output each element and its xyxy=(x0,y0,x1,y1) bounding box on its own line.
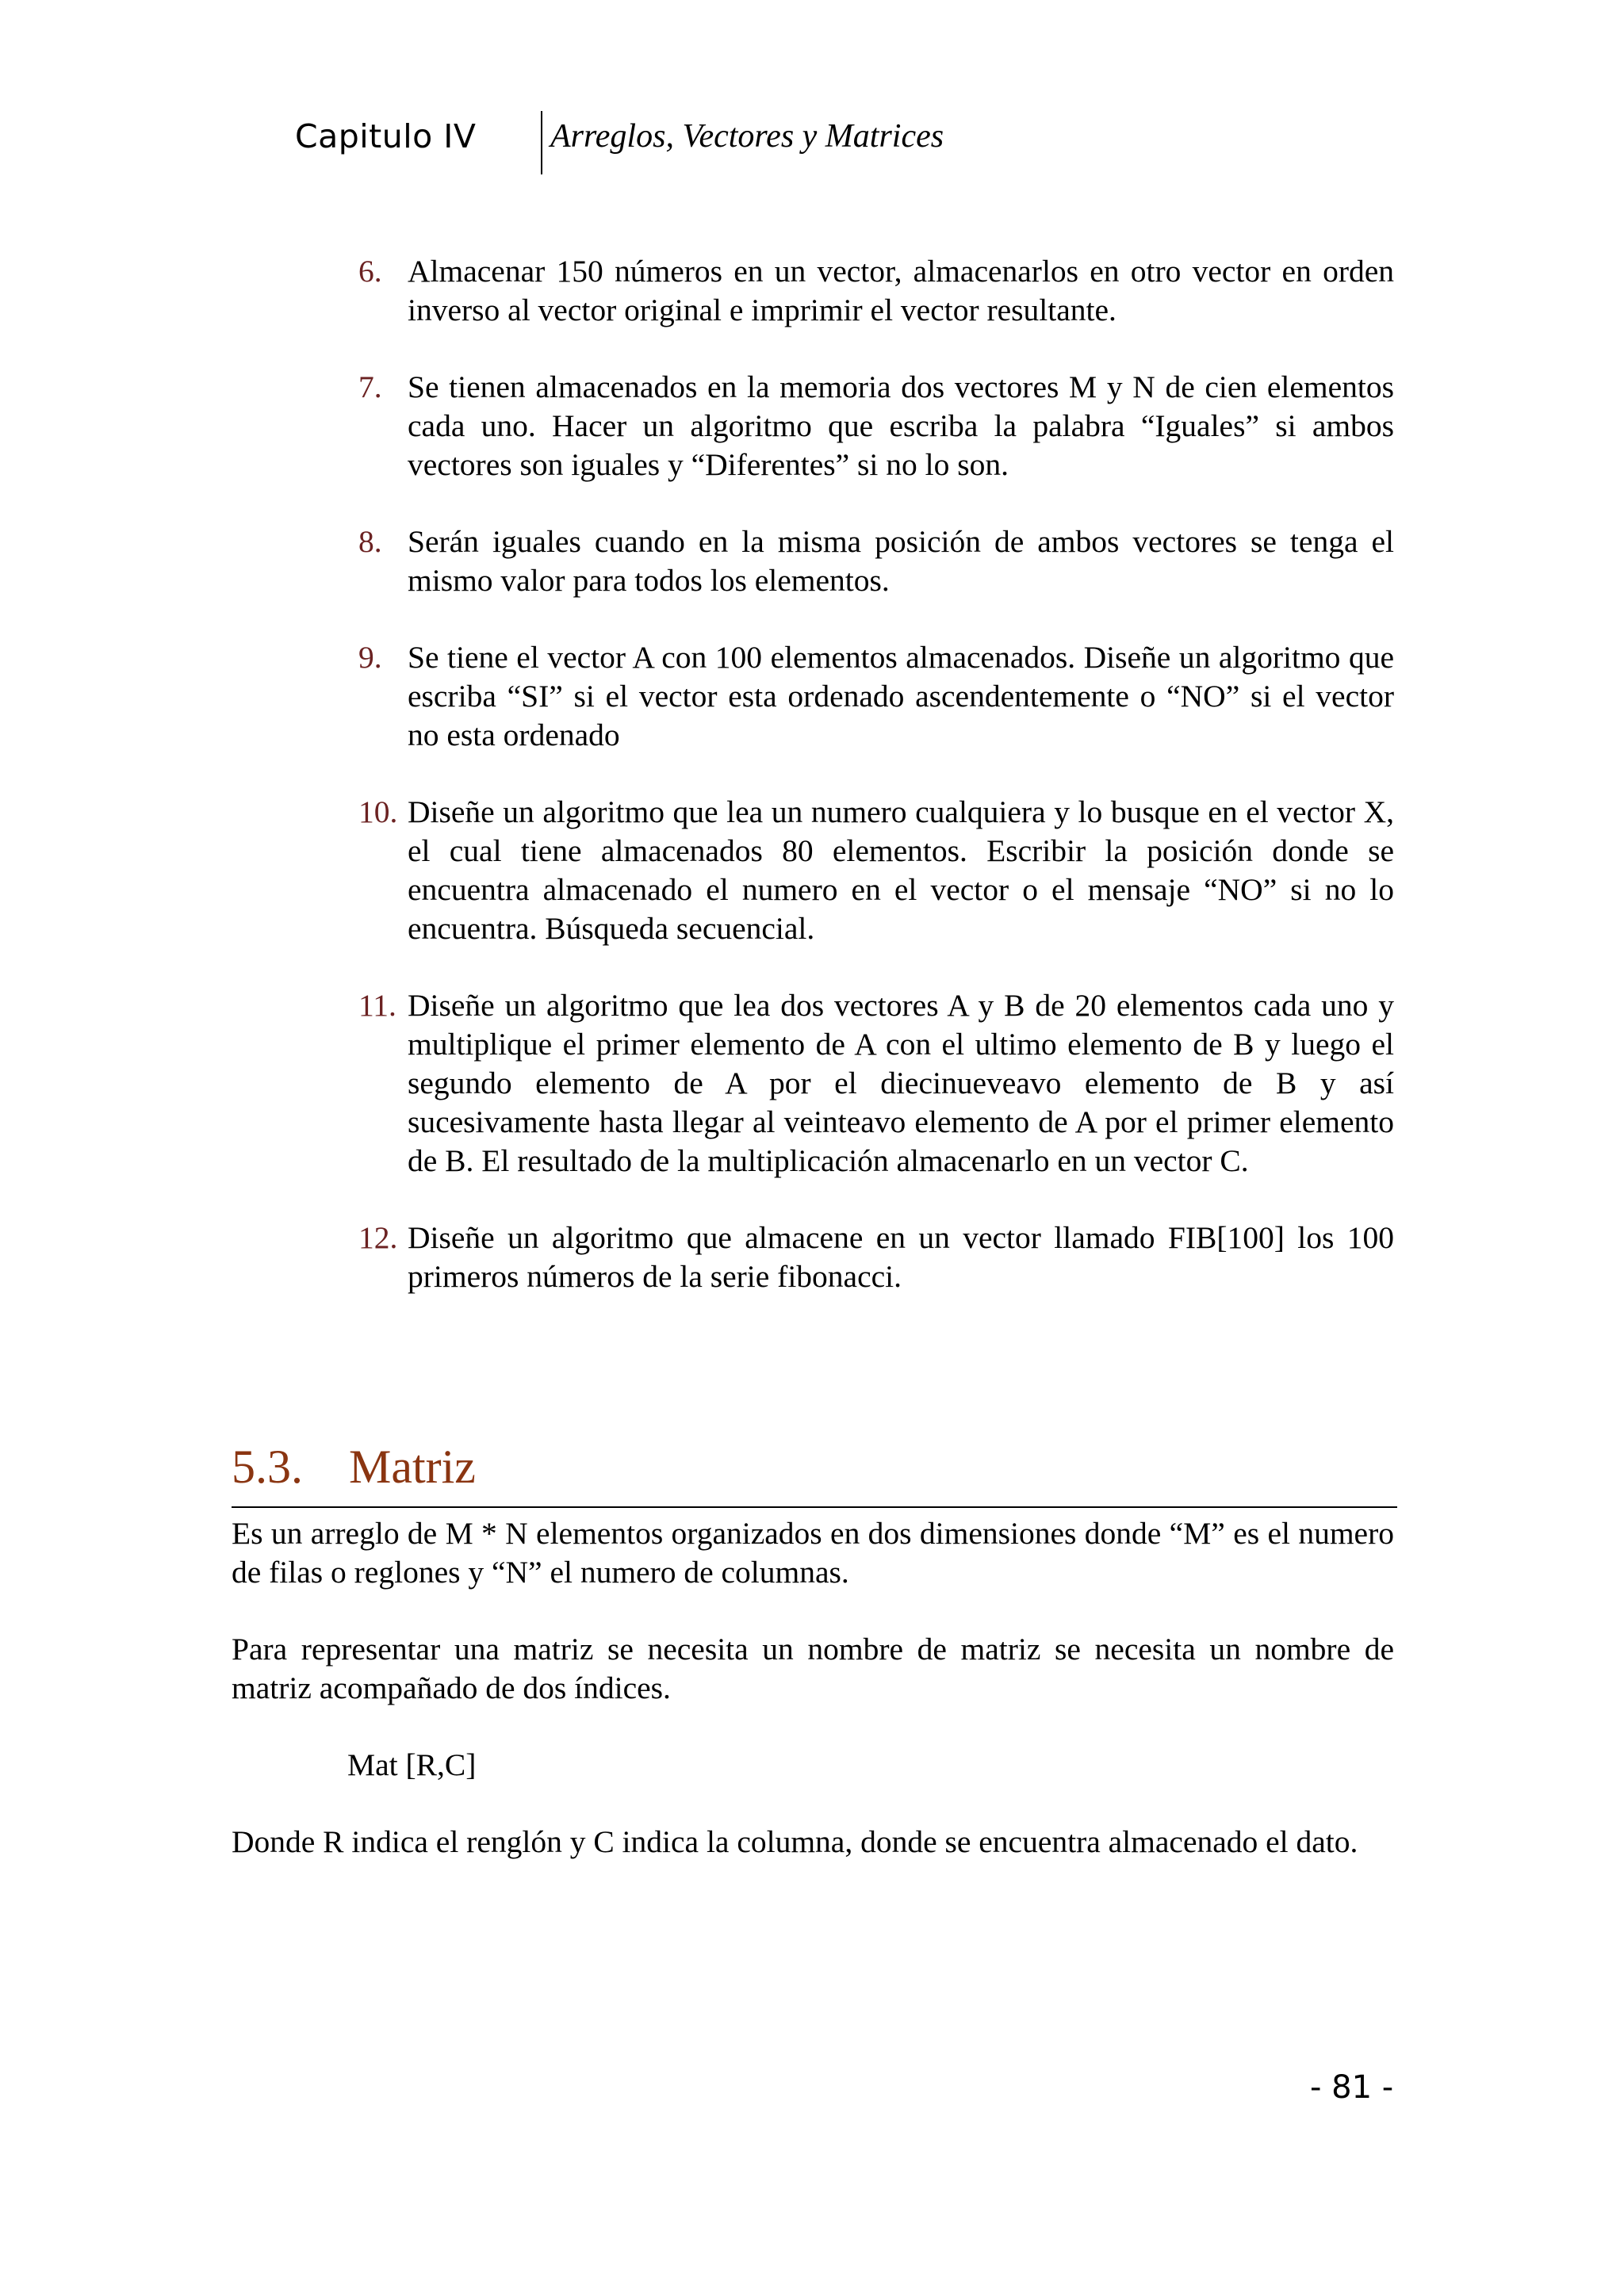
section-heading xyxy=(232,1440,1397,1508)
section-title: Matriz xyxy=(349,1441,476,1493)
exercise-number: 9. xyxy=(358,640,382,675)
section-number: 5.3. xyxy=(232,1441,303,1493)
paragraph-definition: Es un arreglo de M * N elementos organizados en dos dimensiones donde “M” es el numero de filas o reglones y “N” el numero de columnas. xyxy=(232,1516,1394,1590)
chapter-subject: Arreglos, Vectores y Matrices xyxy=(550,118,944,155)
exercise-number: 10. xyxy=(358,794,398,829)
matrix-notation: Mat [R,C] xyxy=(347,1747,477,1782)
exercise-item xyxy=(358,793,1394,948)
exercise-text: Diseñe un algoritmo que almacene en un vector llamado FIB[100] los 100 primeros números de la serie fibonacci. xyxy=(408,1220,1394,1294)
exercise-item xyxy=(358,522,1394,600)
exercise-number: 6. xyxy=(358,254,382,289)
exercise-text: Se tiene el vector A con 100 elementos almacenados. Diseñe un algoritmo que escriba “SI” si el vector esta ordenado ascendentemente o “NO” si el vector no esta ordenado xyxy=(408,640,1394,752)
page-number: - 81 - xyxy=(1310,2069,1394,2106)
exercise-number: 7. xyxy=(358,369,382,404)
exercise-item xyxy=(358,638,1394,755)
exercise-number: 12. xyxy=(358,1220,398,1255)
chapter-label: Capitulo IV xyxy=(295,117,477,155)
exercise-number: 8. xyxy=(358,524,382,559)
exercise-text: Diseñe un algoritmo que lea dos vectores A y B de 20 elementos cada uno y multiplique el primer elemento de A con el ultimo elemento de B y luego el segundo elemento de A por el diecinueveavo elemento de B y así sucesivamente hasta llegar al veinteavo elemento de A por el primer elemento de B. El resultado de la multiplicación almacenarlo en un vector C. xyxy=(408,988,1394,1178)
exercise-list xyxy=(358,252,1394,1334)
exercise-item xyxy=(358,368,1394,484)
exercise-text: Diseñe un algoritmo que lea un numero cualquiera y lo busque en el vector X, el cual tiene almacenados 80 elementos. Escribir la posición donde se encuentra almacenado el numero en el vector o el mensaje “NO” si no lo encuentra. Búsqueda secuencial. xyxy=(408,794,1394,946)
exercise-item xyxy=(358,252,1394,330)
exercise-text: Se tienen almacenados en la memoria dos vectores M y N de cien elementos cada uno. Hacer un algoritmo que escriba la palabra “Iguales” si ambos vectores son iguales y “Diferentes” si no lo son. xyxy=(408,369,1394,482)
paragraph-indices: Donde R indica el renglón y C indica la columna, donde se encuentra almacenado el dato. xyxy=(232,1824,1358,1859)
header-divider xyxy=(541,111,542,174)
exercise-text: Almacenar 150 números en un vector, almacenarlos en otro vector en orden inverso al vector original e imprimir el vector resultante. xyxy=(408,254,1394,327)
exercise-item xyxy=(358,986,1394,1181)
section-body xyxy=(232,1514,1394,1900)
exercise-number: 11. xyxy=(358,988,396,1023)
exercise-text: Serán iguales cuando en la misma posición de ambos vectores se tenga el mismo valor para todos los elementos. xyxy=(408,524,1394,598)
exercise-item xyxy=(358,1219,1394,1296)
page-header xyxy=(295,111,1405,182)
paragraph-representation: Para representar una matriz se necesita un nombre de matriz se necesita un nombre de matriz acompañado de dos índices. xyxy=(232,1632,1394,1705)
